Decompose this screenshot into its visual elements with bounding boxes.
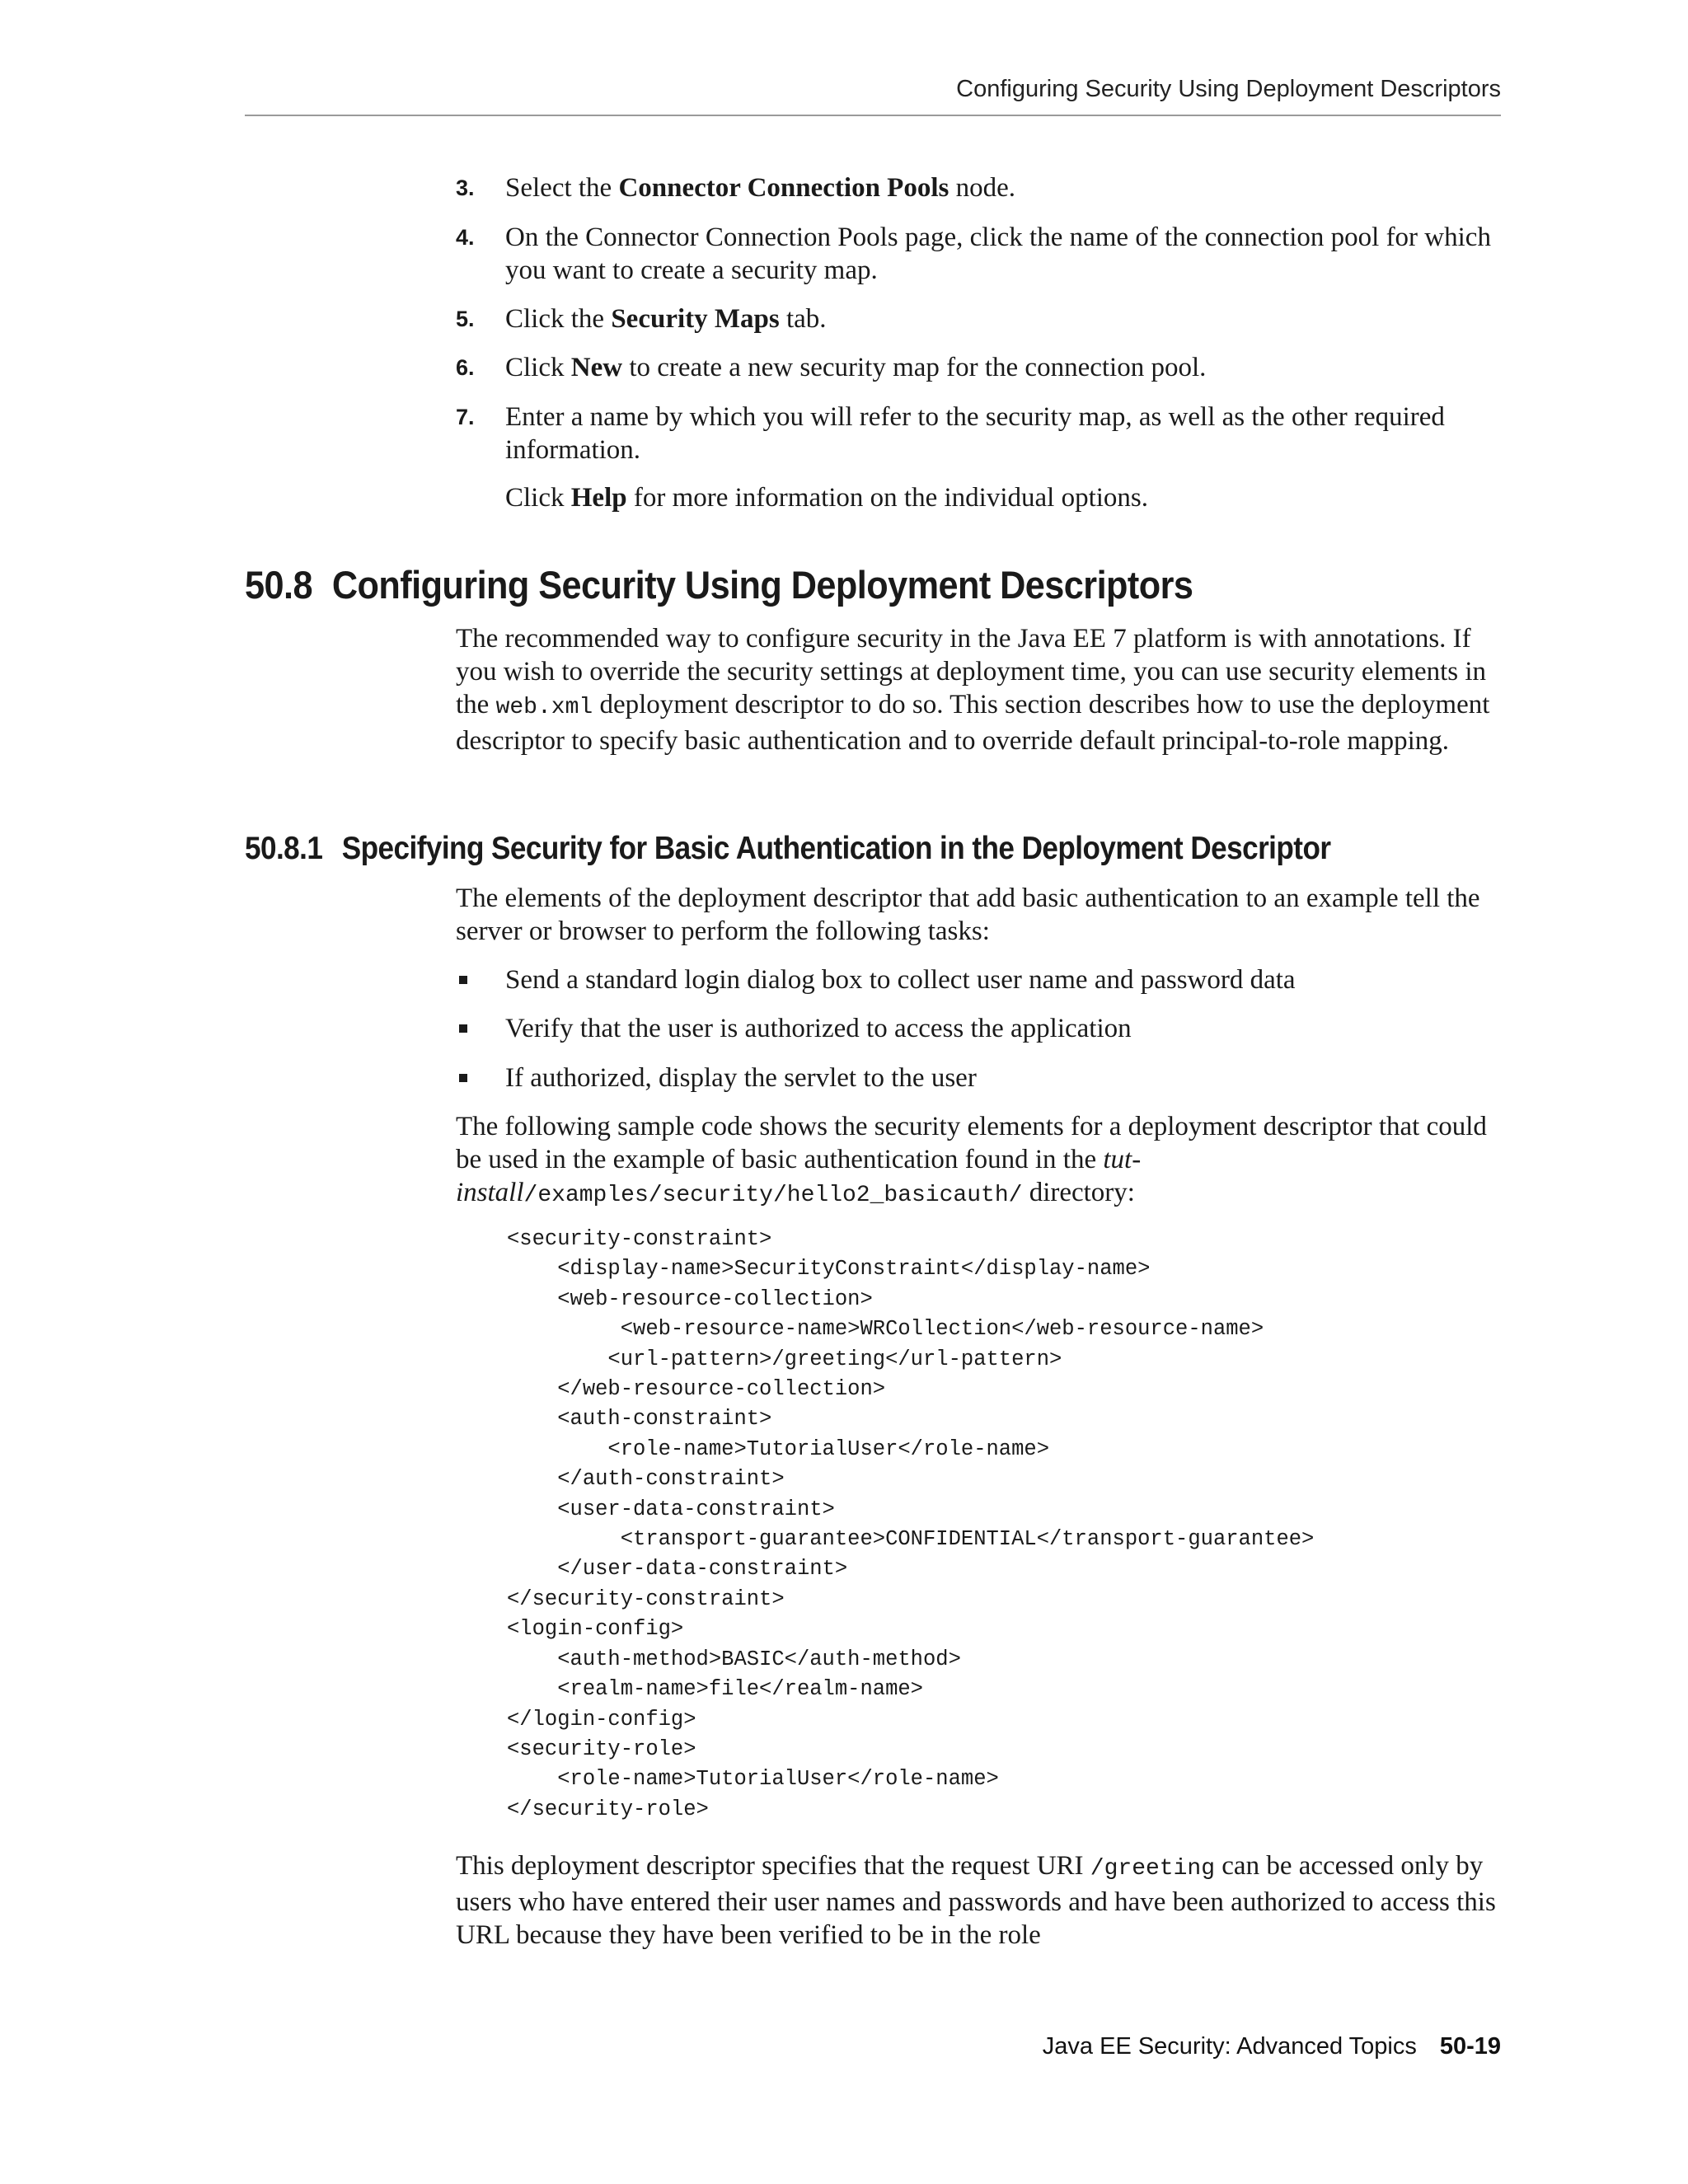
subsection-intro: The elements of the deployment descriptor that add basic authentication to an example tell the server or browser to perform the following tasks: xyxy=(456,883,1480,946)
ui-term: Security Maps xyxy=(611,304,780,334)
placeholder-term: tut-install xyxy=(456,1145,1142,1207)
section-title: Configuring Security Using Deployment Descriptors xyxy=(331,563,1193,607)
step-4 xyxy=(456,221,1503,287)
code-block: <security-constraint> <display-name>SecurityConstraint</display-name> <web-resource-collection> <web-resource-name>WRCollection</web-resource-name> <url-pattern>/greeting</url-pattern> </web-resource-collection> <auth-constraint> <role-name>TutorialUser</role-name> </auth-constraint> <user-data-constraint> <transport-guarantee>CONFIDENTIAL</transport-guarantee> </user-data-constraint> </security-constraint> <login-config> <auth-method>BASIC</auth-method> <realm-name>file</realm-name> </login-config> <security-role> <role-name>TutorialUser</role-name> </security-role> xyxy=(507,1227,1315,1821)
step-7-note: Click Help for more information on the individual options. xyxy=(505,483,1148,513)
step-text: Enter a name by which you will refer to the security map, as well as the other required information. xyxy=(505,402,1445,465)
step-number: 7. xyxy=(456,405,475,429)
inline-code: /examples/security/hello2_basicauth/ xyxy=(523,1183,1023,1208)
subsection-number: 50.8.1 xyxy=(245,831,323,866)
closing-paragraph: This deployment descriptor specifies that the request URI /greeting can be accessed only by users who have entered their user names and passwords and have been authorized to access this URL because they have been verified to be in the role xyxy=(456,1851,1496,1950)
subsection-title: Specifying Security for Basic Authentication in the Deployment Descriptor xyxy=(341,831,1331,866)
bullet-icon xyxy=(459,976,467,984)
subsection-heading xyxy=(245,831,1330,867)
step-number: 5. xyxy=(456,307,475,331)
section-number: 50.8 xyxy=(245,563,312,607)
header-rule xyxy=(245,115,1501,116)
ui-term: New xyxy=(570,353,623,382)
step-number: 6. xyxy=(456,355,475,380)
ui-term: Help xyxy=(570,483,627,513)
step-3: 3. Select the Connector Connection Pools node. xyxy=(456,173,1015,203)
list-item: If authorized, display the servlet to the user xyxy=(456,1062,1503,1094)
list-item: Verify that the user is authorized to access the application xyxy=(456,1012,1503,1045)
step-text: On the Connector Connection Pools page, click the name of the connection pool for which you want to create a security map. xyxy=(505,223,1491,285)
step-7 xyxy=(456,401,1503,466)
section-paragraph: The recommended way to configure security in the Java EE 7 platform is with annotations. If you wish to override the security settings at deployment time, you can use security elements in the web.xml deployment descriptor to do so. This section describes how to use the deployment descriptor to specify basic authentication and to override default principal-to-role mapping. xyxy=(456,624,1490,756)
sample-paragraph: The following sample code shows the security elements for a deployment descriptor that could be used in the example of basic authentication found in the tut-install/examples/security/hello2_basicauth/ directory: xyxy=(456,1112,1487,1208)
list-item: Send a standard login dialog box to collect user name and password data xyxy=(456,963,1503,996)
step-number: 4. xyxy=(456,225,475,250)
page-number: 50-19 xyxy=(1439,2033,1501,2060)
page-footer xyxy=(1043,2033,1501,2060)
ui-term: Connector Connection Pools xyxy=(618,173,950,203)
footer-book-title: Java EE Security: Advanced Topics xyxy=(1042,2033,1417,2060)
step-6: 6. Click New to create a new security map for the connection pool. xyxy=(456,353,1207,382)
section-heading xyxy=(245,562,1193,607)
bullet-icon xyxy=(459,1074,467,1082)
inline-code: web.xml xyxy=(495,695,593,720)
step-5: 5. Click the Security Maps tab. xyxy=(456,304,827,334)
inline-code: /greeting xyxy=(1090,1856,1216,1882)
step-number: 3. xyxy=(456,176,475,200)
bullet-icon xyxy=(459,1024,467,1033)
running-header: Configuring Security Using Deployment Descriptors xyxy=(956,76,1501,102)
